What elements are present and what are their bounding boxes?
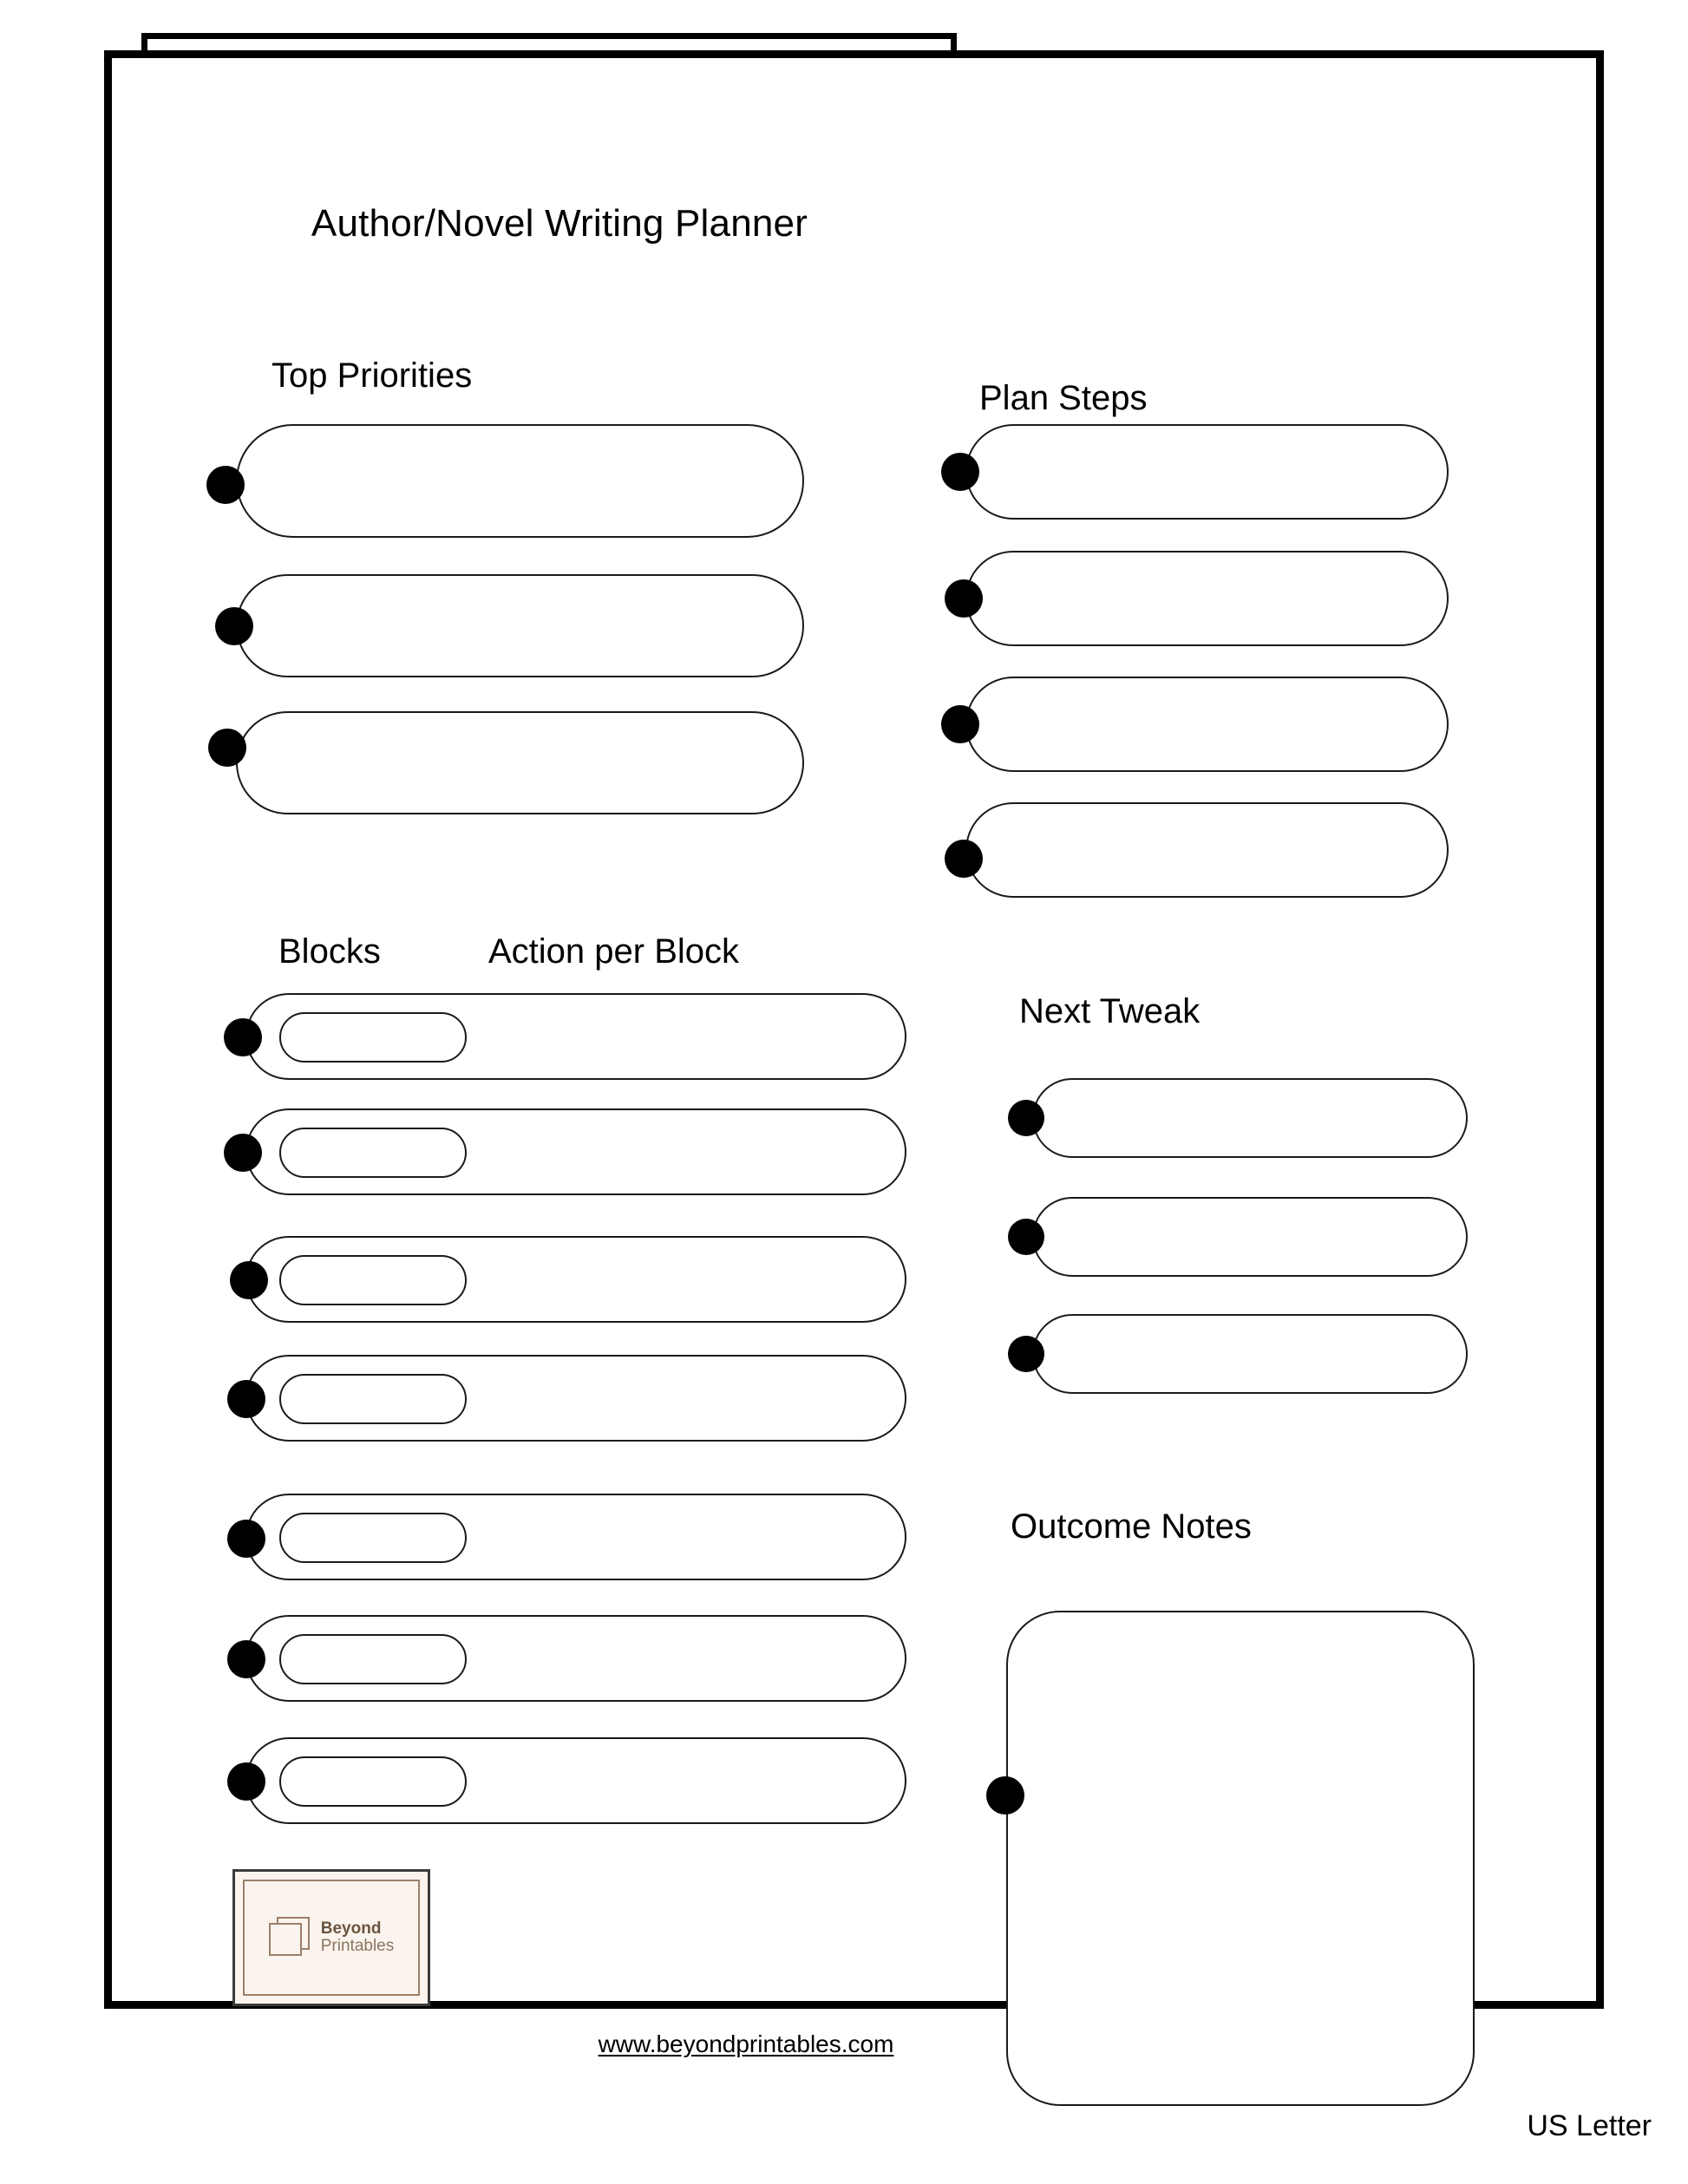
- page-title-text: Author/Novel Writing Planner: [311, 202, 808, 245]
- next-tweak-field-3[interactable]: [1032, 1314, 1468, 1394]
- block-field-7[interactable]: [279, 1756, 467, 1807]
- block-field-3[interactable]: [279, 1255, 467, 1305]
- plan-step-bullet-1-icon: [941, 453, 979, 491]
- next-tweak-field-2[interactable]: [1032, 1197, 1468, 1277]
- brand-logo: [232, 1869, 430, 2006]
- block-bullet-5-icon: [227, 1520, 265, 1558]
- brand-logo-wordmark: [321, 1920, 395, 1955]
- plan-step-field-1[interactable]: [965, 424, 1449, 520]
- block-field-1[interactable]: [279, 1012, 467, 1063]
- outcome-notes-bullet-icon: [986, 1776, 1024, 1815]
- top-priority-bullet-3-icon: [208, 729, 246, 767]
- block-field-4[interactable]: [279, 1374, 467, 1424]
- block-field-6[interactable]: [279, 1634, 467, 1684]
- stacked-pages-icon: [269, 1917, 314, 1958]
- section-heading-next-tweak: Next Tweak: [1019, 992, 1201, 1030]
- section-heading-plan-steps: Plan Steps: [979, 379, 1148, 417]
- brand-name-line-1: Beyond: [320, 1919, 382, 1939]
- plan-step-field-3[interactable]: [965, 677, 1449, 772]
- block-bullet-3-icon: [230, 1261, 268, 1299]
- brand-logo-content: [235, 1872, 428, 2004]
- section-heading-outcome-notes: Outcome Notes: [1011, 1507, 1252, 1546]
- next-tweak-bullet-1-icon: [1008, 1100, 1044, 1136]
- page-title: [0, 202, 1688, 245]
- sheet-size-label: US Letter: [1527, 2109, 1652, 2142]
- plan-step-bullet-3-icon: [941, 705, 979, 743]
- block-field-2[interactable]: [279, 1128, 467, 1178]
- section-heading-action-per-block: Action per Block: [488, 932, 740, 971]
- top-priority-field-1[interactable]: [236, 424, 804, 538]
- section-heading-blocks: Blocks: [278, 932, 381, 971]
- plan-step-bullet-2-icon: [945, 579, 983, 618]
- plan-step-field-2[interactable]: [965, 551, 1449, 646]
- footer-website-url[interactable]: [0, 2030, 1688, 2058]
- brand-name-line-2: Printables: [320, 1937, 395, 1955]
- block-bullet-6-icon: [227, 1640, 265, 1678]
- block-bullet-2-icon: [224, 1134, 262, 1172]
- next-tweak-bullet-3-icon: [1008, 1336, 1044, 1372]
- next-tweak-bullet-2-icon: [1008, 1219, 1044, 1255]
- plan-step-bullet-4-icon: [945, 840, 983, 878]
- top-priority-bullet-1-icon: [206, 466, 245, 504]
- block-bullet-4-icon: [227, 1380, 265, 1418]
- footer-website-url-text: www.beyondprintables.com: [598, 2030, 894, 2057]
- block-bullet-1-icon: [224, 1018, 262, 1056]
- next-tweak-field-1[interactable]: [1032, 1078, 1468, 1158]
- block-bullet-7-icon: [227, 1762, 265, 1801]
- top-priority-bullet-2-icon: [215, 607, 253, 645]
- block-field-5[interactable]: [279, 1513, 467, 1563]
- plan-step-field-4[interactable]: [965, 802, 1449, 898]
- top-priority-field-3[interactable]: [236, 711, 804, 814]
- top-priority-field-2[interactable]: [236, 574, 804, 677]
- section-heading-top-priorities: Top Priorities: [272, 356, 473, 395]
